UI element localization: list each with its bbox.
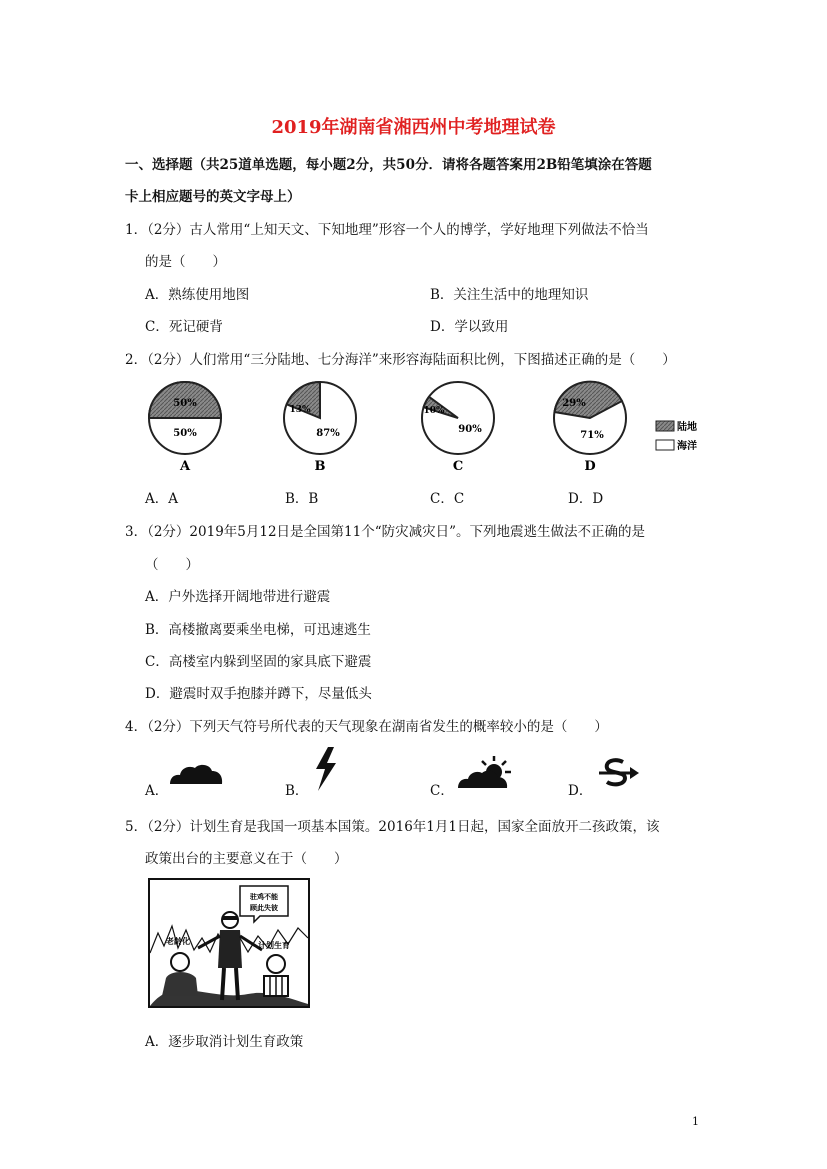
q5-option-a: A．逐步取消计划生育政策 [145, 1034, 304, 1050]
q3-option-c: C．高楼室内躲到坚固的家具底下避震 [145, 654, 372, 670]
pie-c-letter: C [452, 459, 464, 474]
sandstorm-icon [597, 757, 641, 789]
pie-b-ocean-label: 87% [316, 428, 340, 439]
pie-a-land-label: 50% [173, 398, 197, 409]
legend-ocean: 海洋 [677, 441, 697, 452]
q3-option-d: D．避震时双手抱膝并蹲下，尽量低头 [145, 686, 372, 702]
pie-c-land-label: 10% [423, 406, 445, 416]
q2-option-c: C．C [430, 491, 465, 507]
q1-option-a: A．熟练使用地图 [145, 287, 250, 303]
question-4-stem: 4．（2分）下列天气符号所代表的天气现象在湖南省发生的概率较小的是（ ） [125, 719, 608, 735]
pie-d [554, 382, 626, 474]
thunder-icon [312, 747, 340, 791]
question-1-stem: 1．（2分）古人常用“上知天文、下知地理”形容一个人的博学，学好地理下列做法不恰当 [125, 222, 649, 238]
q1-option-d: D．学以致用 [430, 319, 509, 335]
q2-option-b: B．B [285, 491, 319, 507]
question-5-stem: 5．（2分）计划生育是我国一项基本国策。2016年1月1日起，国家全面放开二孩政策，该 [125, 819, 660, 835]
legend-land: 陆地 [677, 422, 697, 433]
cartoon-bubble-line2: 顾此失彼 [250, 903, 278, 912]
pie-a [149, 382, 221, 474]
section-header-line1: 一、选择题（共25道单选题，每小题2分，共50分．请将各题答案用2B铅笔填涂在答题 [125, 157, 652, 173]
q4-option-c: C． [430, 783, 454, 799]
pie-c-ocean-label: 90% [458, 424, 482, 435]
pie-d-ocean-label: 71% [580, 430, 604, 441]
question-3-stem-cont: （ ） [145, 557, 199, 573]
q2-option-d: D．D [568, 491, 604, 507]
pie-a-letter: A [179, 459, 191, 474]
q4-option-d: D． [568, 783, 593, 799]
policy-cartoon [148, 878, 310, 1008]
section-header-line2: 卡上相应题号的英文字母上） [125, 189, 301, 205]
page-number: 1 [692, 1115, 699, 1128]
pie-legend [656, 420, 697, 452]
pie-b-letter: B [314, 459, 326, 474]
pie-c [422, 382, 494, 474]
cloudy-icon [168, 760, 224, 788]
question-5-stem-cont: 政策出台的主要意义在于（ ） [145, 851, 348, 867]
cartoon-label-planning: 计划生育 [258, 940, 290, 950]
page-title: 2019年湖南省湘西州中考地理试卷 [271, 117, 556, 138]
cartoon-bubble-line1: 驻鸡不能 [250, 892, 278, 901]
question-2-stem: 2．（2分）人们常用“三分陆地、七分海洋”来形容海陆面积比例，下图描述正确的是（ ） [125, 352, 676, 368]
q4-option-b: B． [285, 783, 309, 799]
cartoon-label-aging: 老龄化 [166, 936, 190, 946]
q2-option-a: A．A [145, 491, 178, 507]
pie-d-letter: D [584, 459, 596, 474]
q3-option-b: B．高楼撤离要乘坐电梯，可迅速逃生 [145, 622, 371, 638]
q3-option-a: A．户外选择开阔地带进行避震 [145, 589, 331, 605]
pie-b [284, 382, 356, 474]
pie-b-land-label: 13% [289, 405, 311, 415]
q1-option-c: C．死记硬背 [145, 319, 223, 335]
question-1-stem-cont: 的是（ ） [145, 254, 226, 270]
q4-option-a: A． [145, 783, 169, 799]
pie-charts-figure [140, 378, 710, 476]
q1-option-b: B．关注生活中的地理知识 [430, 287, 589, 303]
partly-cloudy-icon [456, 754, 514, 790]
question-3-stem: 3．（2分）2019年5月12日是全国第11个“防灾减灾日”。下列地震逃生做法不正确的是 [125, 524, 646, 540]
pie-d-land-label: 29% [562, 398, 586, 409]
pie-a-ocean-label: 50% [173, 428, 197, 439]
